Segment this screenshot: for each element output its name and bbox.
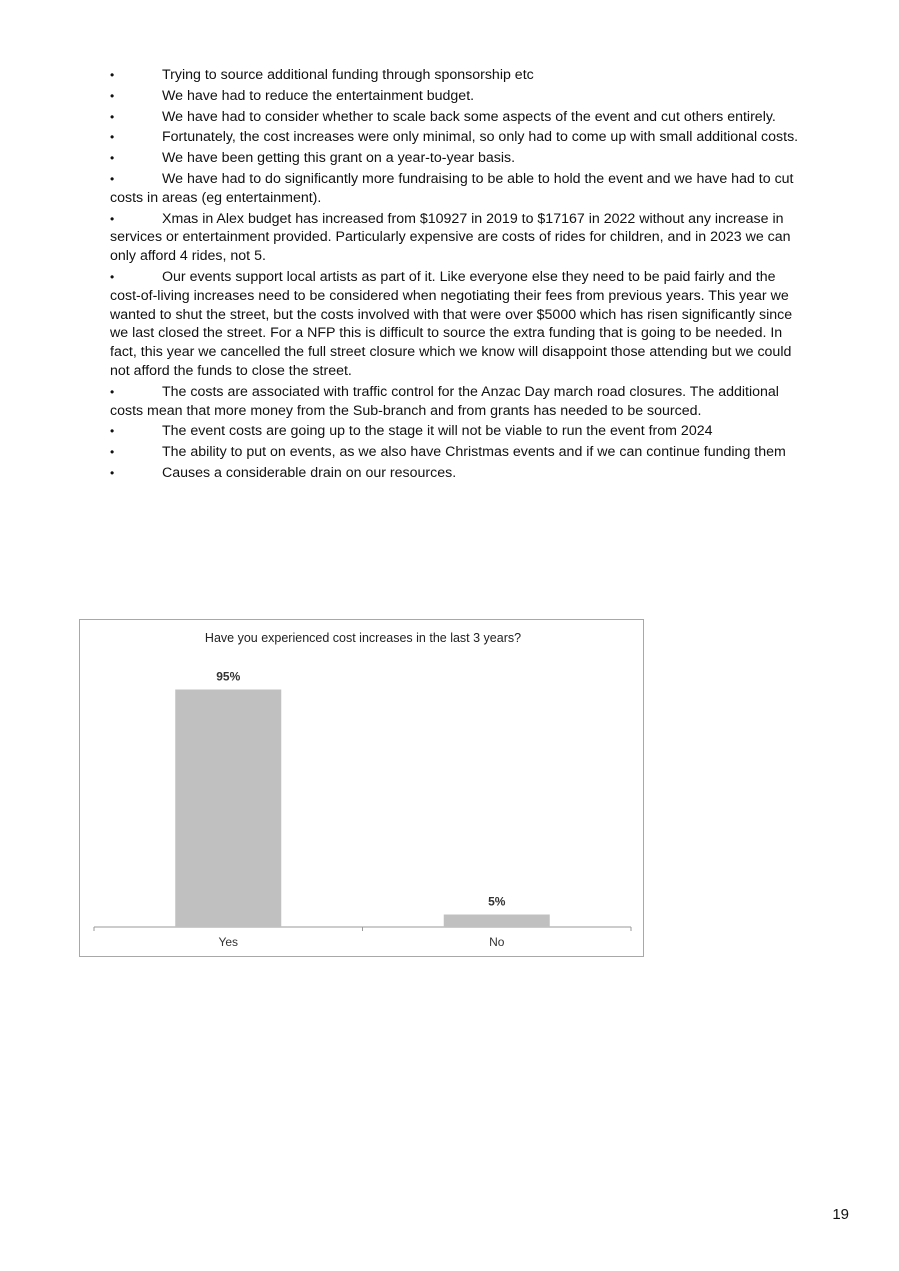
cost-increase-chart	[79, 619, 644, 957]
bullet-dot-icon: •	[110, 171, 115, 186]
bullet-item	[110, 108, 800, 127]
bullet-item	[110, 383, 800, 421]
bar-no	[444, 915, 550, 928]
bullet-dot-icon: •	[110, 130, 115, 145]
bullet-item	[110, 66, 800, 85]
bullet-item	[110, 170, 800, 208]
bullet-dot-icon: •	[110, 109, 115, 124]
x-tick-label: No	[489, 935, 505, 949]
bullet-dot-icon: •	[110, 68, 115, 82]
bullet-dot-icon: •	[110, 151, 115, 166]
bullet-text: Xmas in Alex budget has increased from $10927 in 2019 to $17167 in 2022 without any increase in services or entertainment provided. Particularly expensive are costs of rides for children, and in 2023 we can only afford 4 rides, not 5.	[110, 210, 791, 265]
bullet-text: The ability to put on events, as we also have Christmas events and if we can continue funding them	[162, 444, 786, 461]
bullet-item	[110, 87, 800, 106]
bullet-item	[110, 464, 800, 483]
chart-title: Have you experienced cost increases in the last 3 years?	[204, 631, 522, 645]
bullet-item	[110, 128, 800, 147]
bullet-list	[110, 66, 800, 485]
bullet-dot-icon: •	[110, 384, 115, 399]
bullet-text: The event costs are going up to the stage it will not be viable to run the event from 2024	[162, 423, 713, 440]
x-tick-label: Yes	[218, 935, 239, 949]
bullet-item	[110, 268, 800, 381]
bullet-dot-icon: •	[110, 424, 115, 439]
bullet-text: We have been getting this grant on a year-to-year basis.	[162, 150, 516, 167]
bullet-item	[110, 443, 800, 462]
bullet-dot-icon: •	[110, 465, 115, 480]
bullet-dot-icon: •	[110, 269, 115, 284]
bullet-dot-icon: •	[110, 211, 115, 226]
page-number: 19	[832, 1206, 849, 1223]
data-label: 5%	[488, 894, 506, 909]
bullet-item	[110, 210, 800, 266]
bullet-item	[110, 149, 800, 168]
bullet-text: Fortunately, the cost increases were only minimal, so only had to come up with small additional costs.	[162, 129, 799, 146]
data-label: 95%	[216, 669, 241, 684]
bullet-item	[110, 422, 800, 441]
chart-svg	[80, 620, 645, 958]
bullet-text: The costs are associated with traffic control for the Anzac Day march road closures. The additional costs mean that more money from the Sub-branch and from grants has needed to be sourced.	[110, 383, 779, 419]
bullet-text: Causes a considerable drain on our resources.	[162, 464, 457, 481]
bullet-text: We have had to reduce the entertainment budget.	[162, 87, 475, 104]
bullet-dot-icon: •	[110, 88, 115, 103]
bullet-text: Trying to source additional funding through sponsorship etc	[162, 67, 534, 83]
bar-yes	[175, 690, 281, 928]
bullet-text: We have had to do significantly more fundraising to be able to hold the event and we have had to cut costs in areas (eg entertainment).	[110, 170, 794, 206]
bullet-dot-icon: •	[110, 445, 115, 460]
bullet-text: We have had to consider whether to scale back some aspects of the event and cut others entirely.	[162, 108, 776, 125]
bullet-text: Our events support local artists as part of it. Like everyone else they need to be paid fairly and the cost-of-living increases need to be considered when negotiating their fees from previous years. This year we wanted to shut the street, but the costs involved with that were over $5000 which has risen significantly since we last closed the street. For a NFP this is difficult to source the extra funding that is going to be needed. In fact, this year we cancelled the full street closure which we know will disappoint those attending but we could not afford the funds to close the street.	[110, 268, 793, 379]
